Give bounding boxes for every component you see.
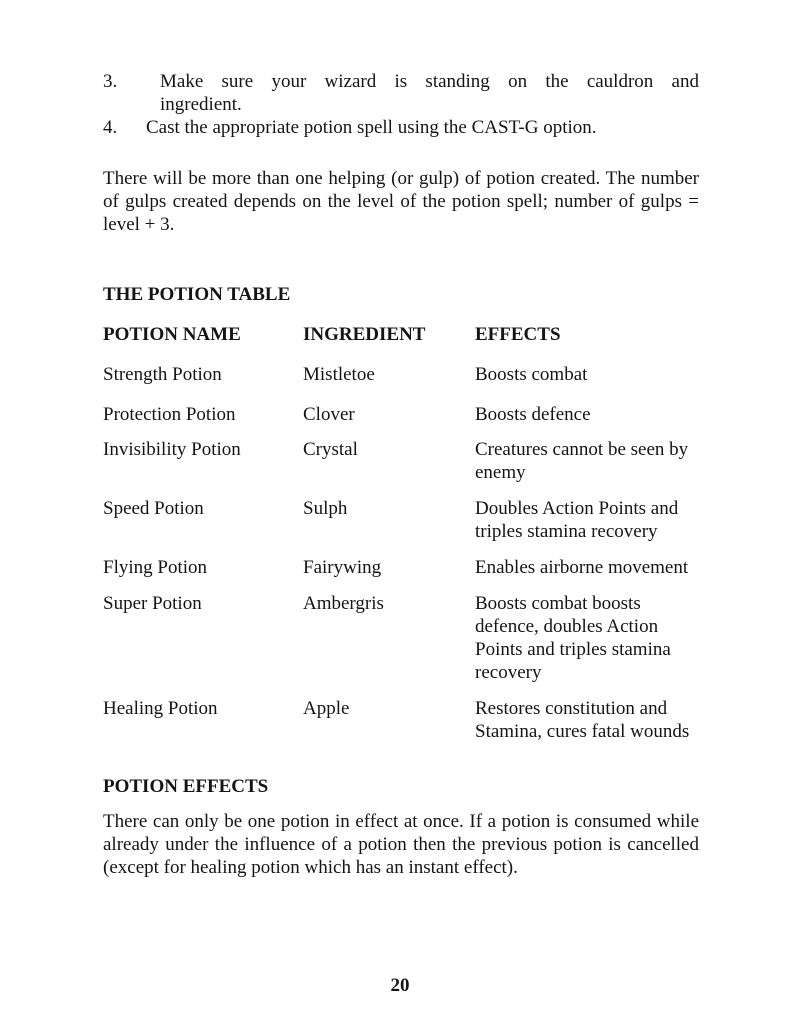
column-header-potion-name: POTION NAME — [103, 324, 241, 345]
step-number: 3. — [103, 71, 118, 92]
effects-cell: Boosts combat boosts defence, doubles Action Points and triples stamina recovery — [475, 593, 671, 683]
ingredient-cell: Ambergris — [303, 593, 384, 614]
potion-name-cell: Strength Potion — [103, 364, 222, 385]
table-row — [103, 556, 699, 592]
intro-paragraph: There will be more than one helping (or gulp) of potion created. The number of gulps created depends on the level of the potion spell; number of gulps = level + 3. — [103, 168, 699, 235]
effects-cell: Enables airborne movement — [475, 557, 689, 578]
step-number: 4. — [103, 117, 118, 138]
table-row — [103, 697, 699, 743]
column-header-ingredient: INGREDIENT — [303, 324, 426, 345]
effects-cell: Restores constitution and Stamina, cures fatal wounds — [475, 698, 690, 742]
ingredient-cell: Clover — [303, 404, 355, 425]
ingredient-cell: Mistletoe — [303, 364, 375, 385]
table-row — [103, 497, 699, 556]
potion-name-cell: Flying Potion — [103, 557, 207, 578]
step-text: Cast the appropriate potion spell using the CAST-G option. — [146, 117, 597, 138]
potion-name-cell: Speed Potion — [103, 498, 204, 519]
potion-table-title: THE POTION TABLE — [103, 284, 291, 305]
ingredient-cell: Sulph — [303, 498, 348, 519]
ingredient-cell: Fairywing — [303, 557, 382, 578]
column-header-effects: EFFECTS — [475, 324, 561, 345]
effects-cell: Doubles Action Points and triples stamina recovery — [475, 498, 679, 542]
ingredient-cell: Crystal — [303, 439, 358, 460]
effects-cell: Creatures cannot be seen by enemy — [475, 439, 689, 483]
table-row — [103, 363, 699, 403]
table-row — [103, 403, 699, 438]
table-row — [103, 592, 699, 697]
list-item-step-3 — [103, 70, 699, 116]
potion-effects-paragraph: There can only be one potion in effect at once. If a potion is consumed while already under the influence of a potion then the previous potion is cancelled (except for healing potion which has an instant effect). — [103, 811, 699, 878]
effects-cell: Boosts combat — [475, 364, 588, 385]
step-text-line-2: ingredient. — [160, 94, 242, 115]
step-text-line-1: Make sure your wizard is standing on the cauldron and — [160, 71, 699, 92]
potion-effects-title: POTION EFFECTS — [103, 776, 269, 797]
page-number: 20 — [390, 975, 410, 996]
potion-name-cell: Healing Potion — [103, 698, 218, 719]
potion-name-cell: Invisibility Potion — [103, 439, 241, 460]
potion-name-cell: Protection Potion — [103, 404, 236, 425]
list-item-step-4 — [103, 116, 699, 139]
ingredient-cell: Apple — [303, 698, 350, 719]
table-header-row — [103, 323, 699, 363]
table-row — [103, 438, 699, 497]
page-content — [103, 70, 699, 879]
potion-name-cell: Super Potion — [103, 593, 202, 614]
potion-table — [103, 323, 699, 743]
effects-cell: Boosts defence — [475, 404, 591, 425]
